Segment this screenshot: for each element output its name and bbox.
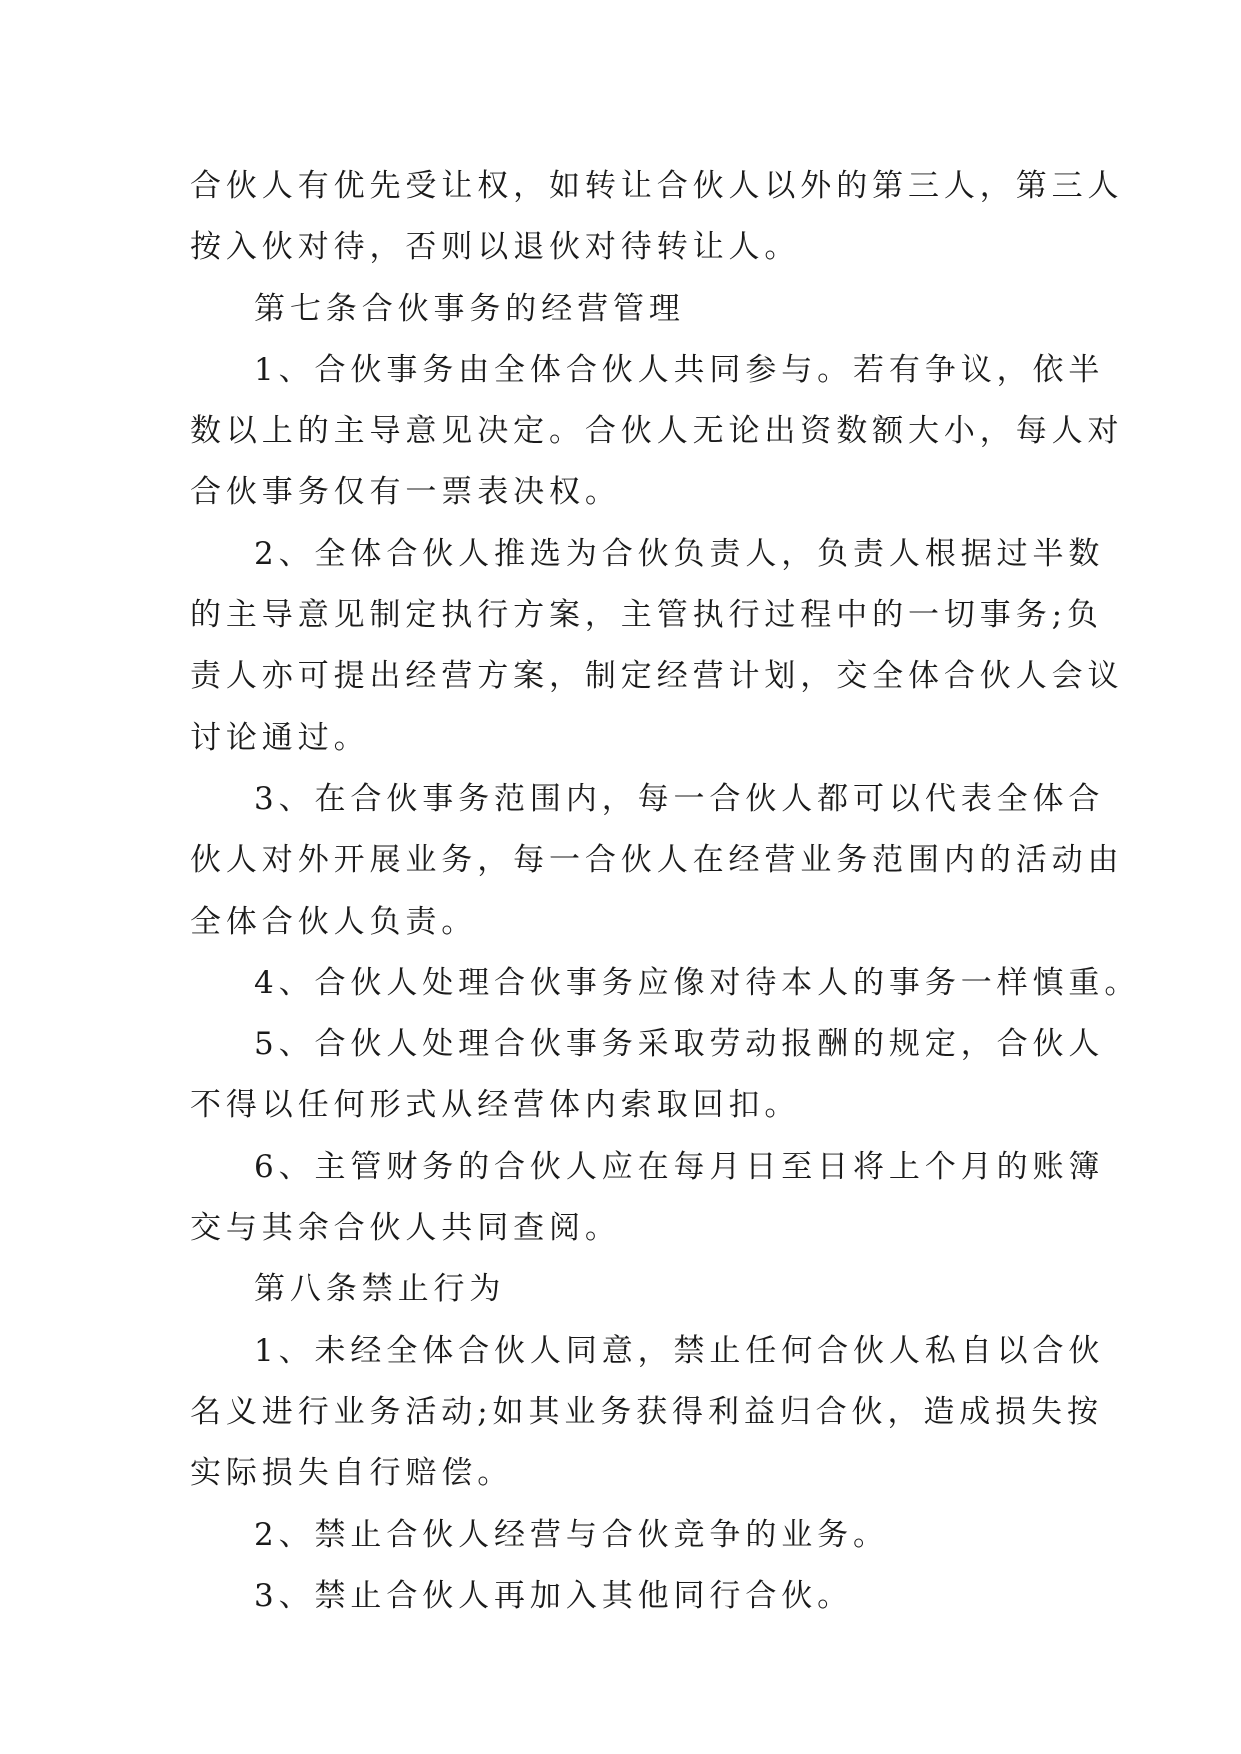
text-line: 数以上的主导意见决定。合伙人无论出资数额大小，每人对: [190, 413, 1124, 450]
text-line: 全体合伙人负责。: [190, 903, 478, 940]
article-7-heading: [190, 279, 1052, 340]
article-7-item-3: [190, 769, 1124, 953]
text-line: 实际损失自行赔偿。: [190, 1455, 514, 1492]
article-7-item-2: [190, 524, 1124, 769]
text-line: 1、合伙事务由全体合伙人共同参与。若有争议，依半: [254, 351, 1105, 388]
text-line: 交与其余合伙人共同查阅。: [190, 1210, 621, 1247]
article-8-heading: [190, 1259, 1052, 1320]
text-line: 5、合伙人处理合伙事务采取劳动报酬的规定，合伙人: [254, 1026, 1105, 1063]
section-heading: 第七条合伙事务的经营管理: [254, 290, 685, 327]
text-line: 的主导意见制定执行方案，主管执行过程中的一切事务;负: [190, 597, 1103, 634]
text-line: 3、禁止合伙人再加入其他同行合伙。: [254, 1577, 854, 1614]
text-line: 1、未经全体合伙人同意，禁止任何合伙人私自以合伙: [254, 1332, 1105, 1369]
text-line: 合伙人有优先受让权，如转让合伙人以外的第三人，第三人: [190, 168, 1124, 204]
article-7-item-5: [190, 1014, 1105, 1137]
section-heading: 第八条禁止行为: [254, 1271, 506, 1308]
text-line: 2、禁止合伙人经营与合伙竞争的业务。: [254, 1516, 889, 1553]
document-body: [190, 156, 1141, 1627]
article-7-item-4: [190, 953, 1141, 1014]
text-line: 讨论通过。: [190, 719, 370, 756]
text-line: 按入伙对待，否则以退伙对待转让人。: [190, 229, 801, 266]
text-line: 6、主管财务的合伙人应在每月日至日将上个月的账簿: [254, 1148, 1105, 1185]
text-line: 责人亦可提出经营方案，制定经营计划，交全体合伙人会议: [190, 658, 1124, 695]
text-line: 合伙事务仅有一票表决权。: [190, 474, 621, 511]
text-line: 不得以任何形式从经营体内索取回扣。: [190, 1087, 801, 1124]
article-8-item-2: [190, 1505, 1052, 1566]
article-7-item-6: [190, 1137, 1105, 1260]
article-8-item-1: [190, 1321, 1105, 1505]
article-8-item-3: [190, 1566, 1052, 1627]
text-line: 名义进行业务活动;如其业务获得利益归合伙，造成损失按: [190, 1393, 1103, 1430]
text-line: 伙人对外开展业务，每一合伙人在经营业务范围内的活动由: [190, 842, 1124, 879]
paragraph-transfer-priority: [190, 156, 1124, 279]
article-7-item-1: [190, 340, 1124, 524]
text-line: 3、在合伙事务范围内，每一合伙人都可以代表全体合: [254, 780, 1105, 817]
text-line: 2、全体合伙人推选为合伙负责人，负责人根据过半数: [254, 535, 1105, 572]
text-line: 4、合伙人处理合伙事务应像对待本人的事务一样慎重。: [254, 964, 1141, 1001]
